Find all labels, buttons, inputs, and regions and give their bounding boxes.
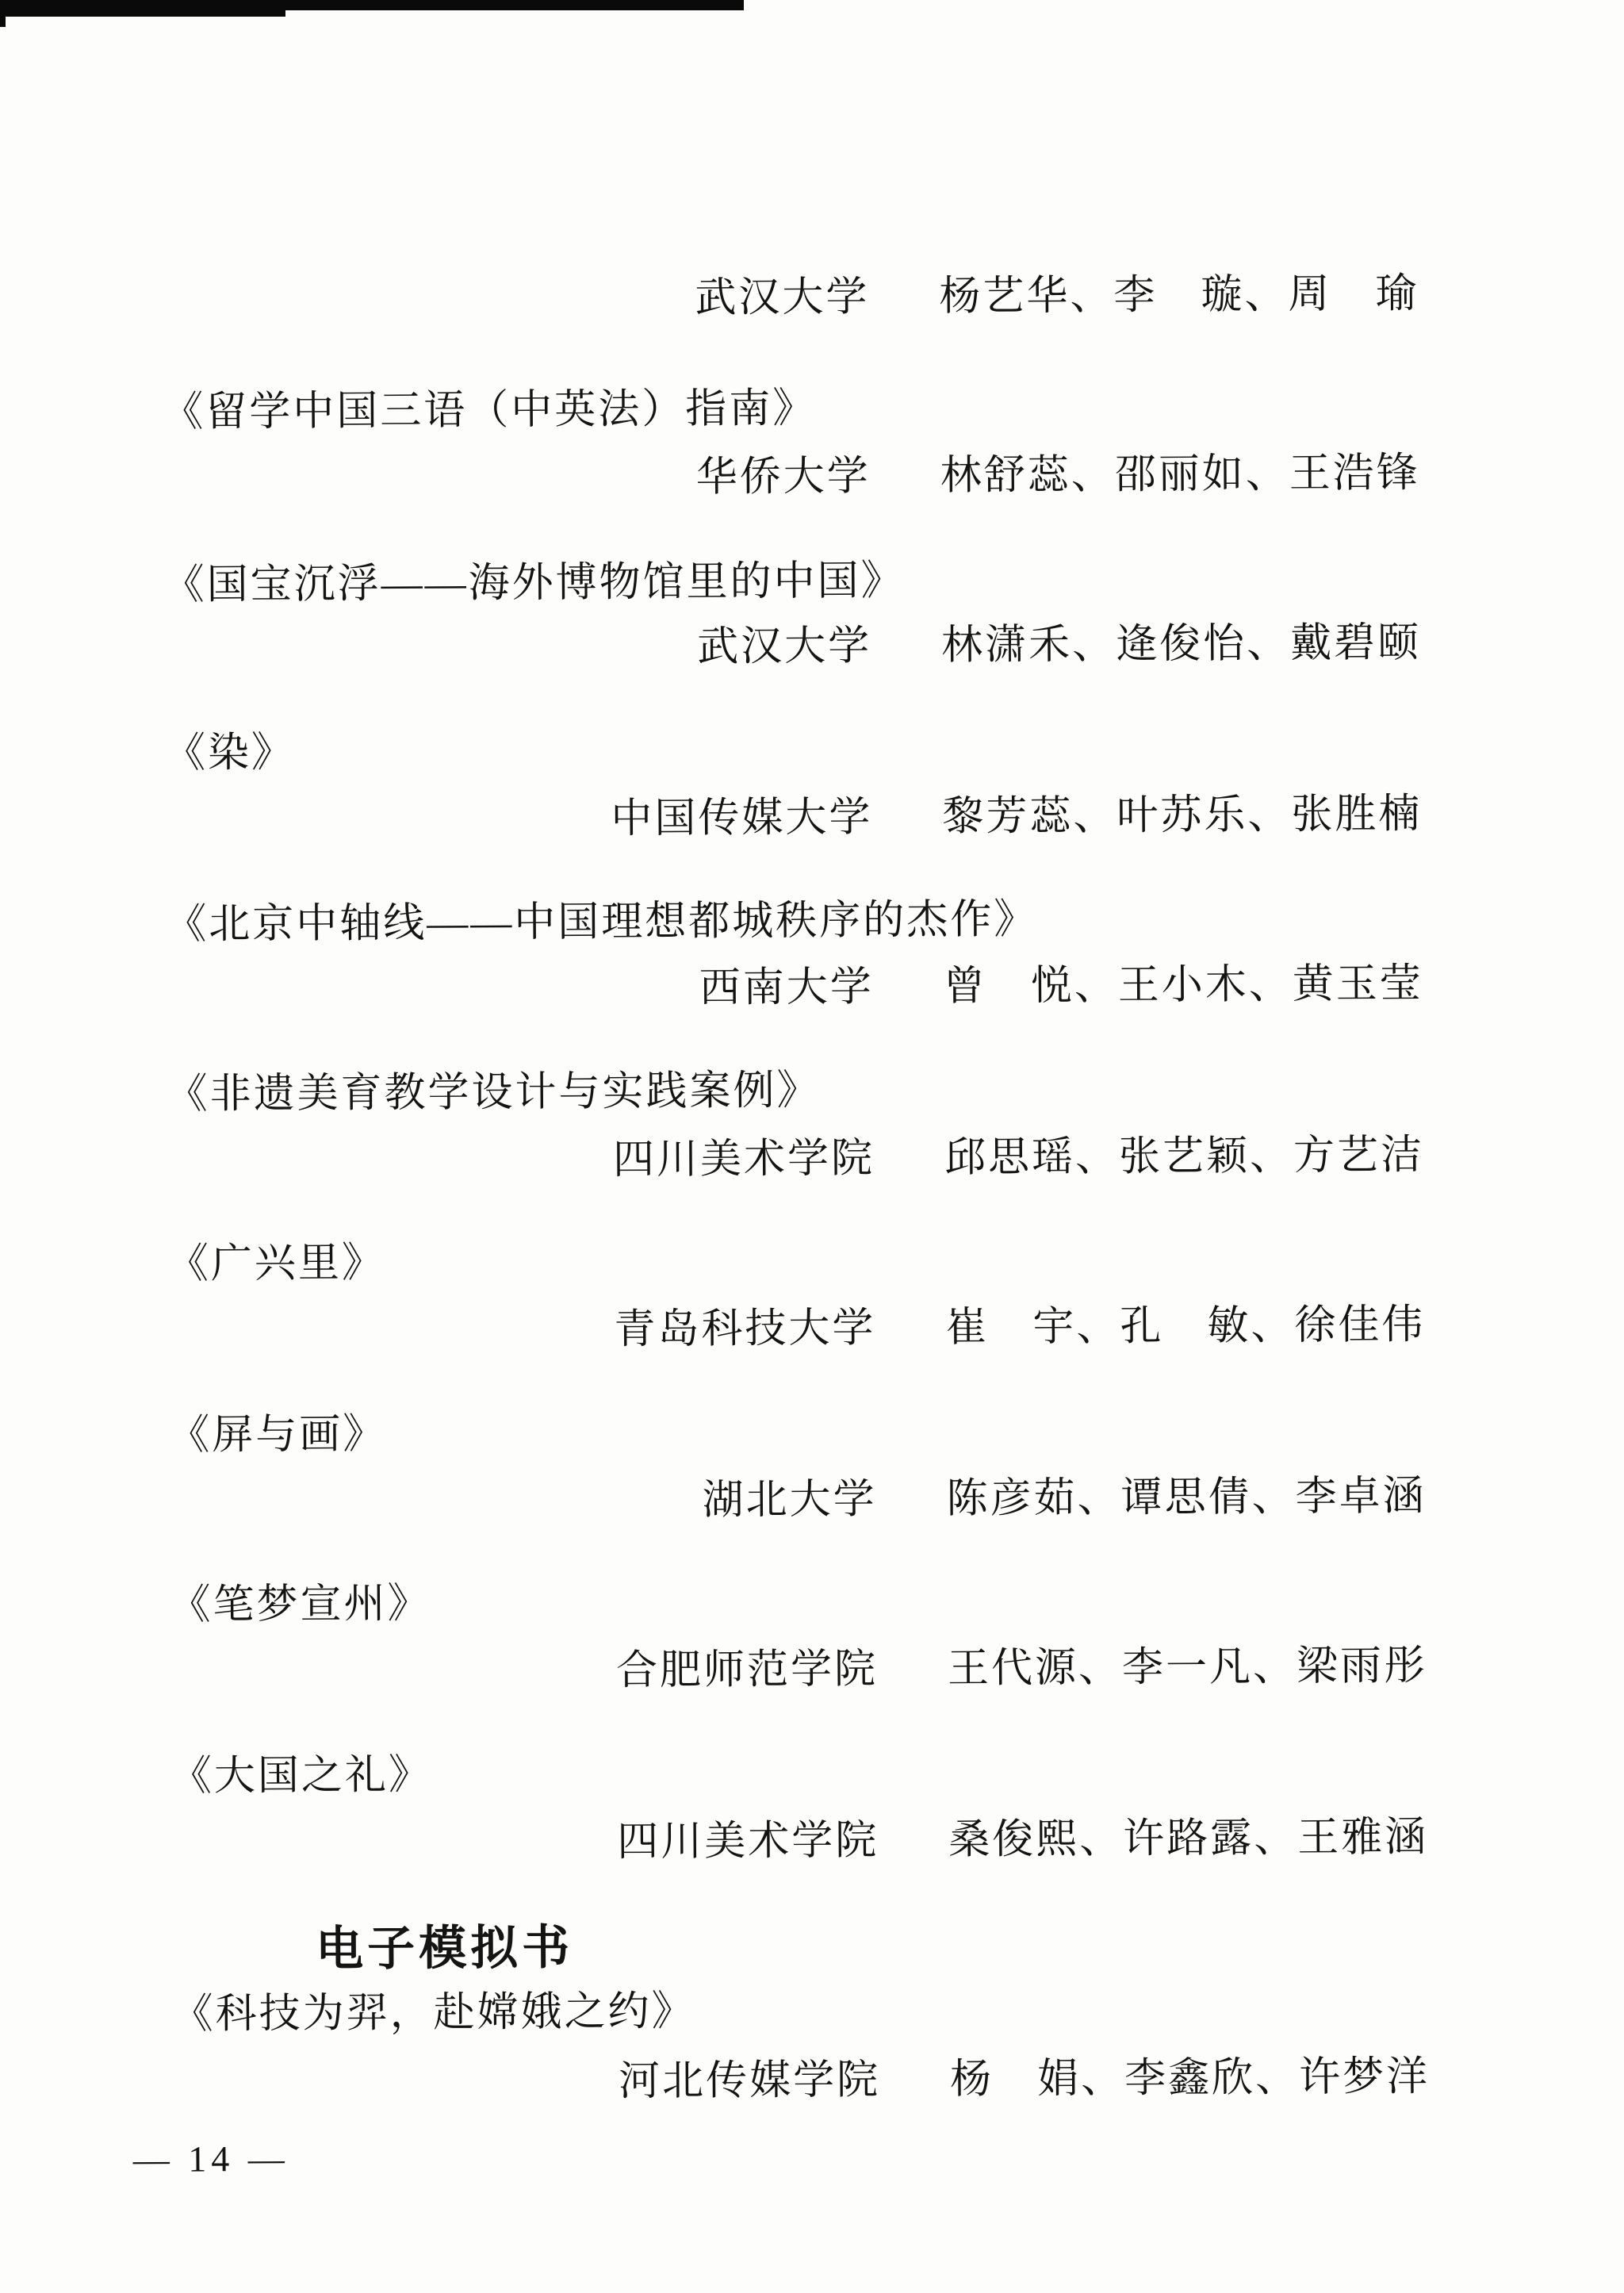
author-names: 杨艺华、李 璇、周 瑜 bbox=[939, 271, 1419, 320]
entry-authors-line bbox=[611, 787, 1422, 847]
work-title: 《北京中轴线——中国理想都城秩序的杰作》 bbox=[165, 897, 1038, 948]
university-name: 四川美术学院 bbox=[612, 1136, 875, 1183]
entry-authors-line bbox=[699, 957, 1423, 1017]
university-name: 合肥师范学院 bbox=[615, 1647, 879, 1694]
author-names: 崔 宇、孔 敏、徐佳伟 bbox=[945, 1302, 1426, 1351]
entry-authors-line bbox=[617, 1810, 1428, 1870]
work-title: 《国宝沉浮——海外博物馆里的中国》 bbox=[163, 558, 905, 608]
author-names: 林潇禾、逄俊怡、戴碧颐 bbox=[940, 620, 1422, 669]
entry-authors-line bbox=[614, 1298, 1425, 1358]
author-names: 王代源、李一凡、梁雨彤 bbox=[947, 1643, 1428, 1692]
work-title: 《笔梦宣州》 bbox=[169, 1581, 431, 1628]
university-name: 青岛科技大学 bbox=[614, 1306, 876, 1353]
author-names: 邱思瑶、张艺颖、方艺洁 bbox=[944, 1133, 1425, 1181]
university-name: 四川美术学院 bbox=[617, 1818, 879, 1865]
work-title: 《染》 bbox=[163, 730, 296, 776]
university-name: 中国传媒大学 bbox=[611, 795, 873, 842]
section-heading: 电子模拟书 bbox=[315, 1920, 574, 1976]
university-name: 河北传媒学院 bbox=[618, 2057, 881, 2105]
entry-authors-line bbox=[616, 1639, 1427, 1699]
university-name: 武汉大学 bbox=[695, 274, 870, 321]
author-names: 曾 悦、王小木、黄玉莹 bbox=[943, 961, 1423, 1010]
author-names: 桑俊熙、许路露、王雅涵 bbox=[948, 1815, 1429, 1863]
entry-authors-line bbox=[619, 2050, 1430, 2110]
entry-authors-line bbox=[695, 266, 1419, 327]
work-title: 《屏与画》 bbox=[168, 1412, 387, 1459]
work-title: 《留学中国三语（中英法）指南》 bbox=[162, 385, 817, 435]
author-names: 黎芳蕊、叶苏乐、张胜楠 bbox=[942, 792, 1423, 840]
entry-authors-line bbox=[613, 1128, 1424, 1188]
author-names: 林舒蕊、邵丽如、王浩锋 bbox=[940, 451, 1421, 499]
work-title: 《科技为羿，赴嫦娥之约》 bbox=[171, 1988, 695, 2038]
work-title: 《大国之礼》 bbox=[170, 1752, 433, 1800]
university-name: 武汉大学 bbox=[696, 623, 872, 670]
page-number-footer: — 14 — bbox=[132, 2138, 289, 2180]
work-title: 《非遗美育教学设计与实践案例》 bbox=[166, 1068, 821, 1118]
university-name: 华侨大学 bbox=[695, 454, 871, 500]
author-names: 杨 娟、李鑫欣、许梦洋 bbox=[950, 2054, 1431, 2103]
university-name: 湖北大学 bbox=[702, 1477, 877, 1524]
author-names: 陈彦茹、谭思倩、李卓涵 bbox=[946, 1474, 1427, 1522]
entry-authors-line bbox=[696, 446, 1420, 506]
work-title: 《广兴里》 bbox=[167, 1240, 386, 1287]
university-name: 西南大学 bbox=[699, 964, 874, 1011]
entry-authors-line bbox=[702, 1469, 1426, 1529]
entry-authors-line bbox=[697, 615, 1421, 676]
